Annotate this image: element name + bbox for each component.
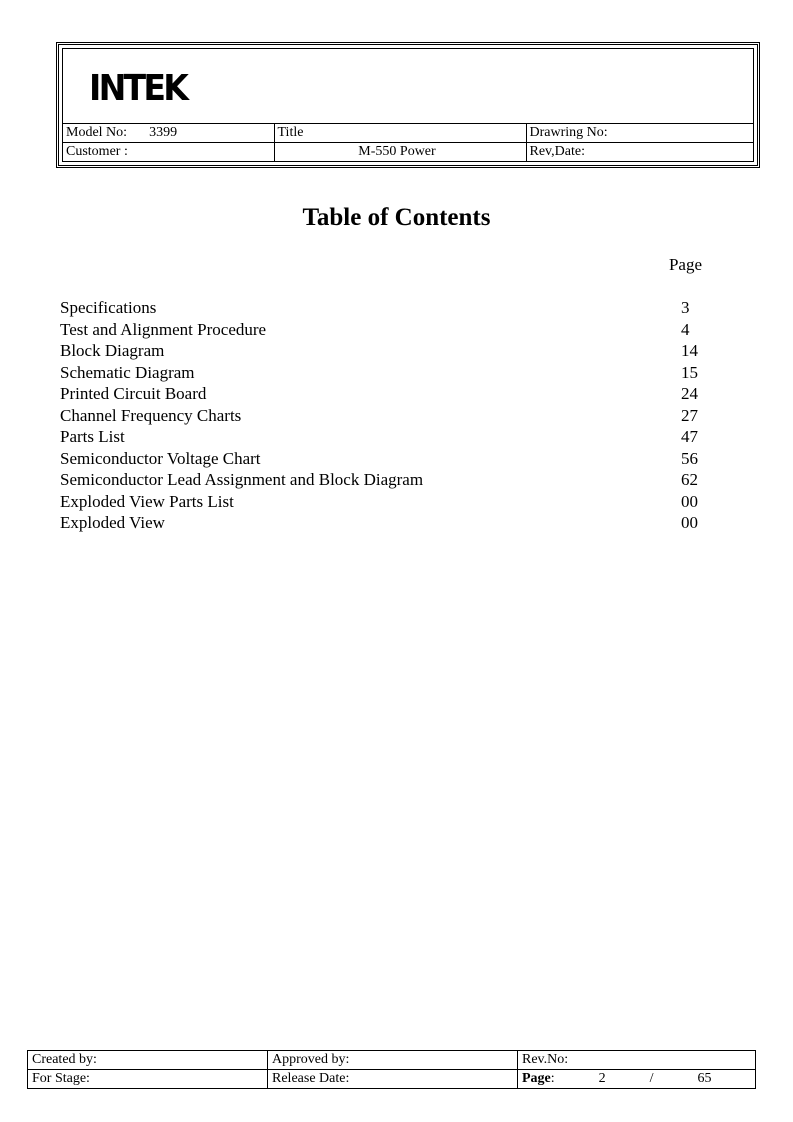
title-value-cell: [274, 143, 526, 162]
model-cell: [63, 124, 274, 143]
toc-item-title: Parts List: [60, 427, 125, 446]
toc-item[interactable]: [60, 426, 703, 448]
toc-item[interactable]: [60, 319, 703, 341]
toc-item-title: Exploded View Parts List: [60, 491, 234, 511]
for-stage-label: For Stage:: [32, 1071, 90, 1086]
rev-no-cell: [518, 1051, 756, 1070]
release-date-label: Release Date:: [272, 1071, 350, 1086]
customer-cell: [63, 143, 274, 162]
toc-item-page: 4: [681, 319, 690, 339]
customer-label: Customer :: [66, 144, 128, 159]
page-total: 65: [697, 1071, 712, 1086]
page-number-cell: [518, 1070, 756, 1089]
rev-no-label: Rev.No:: [522, 1052, 569, 1067]
toc-item-title: Semiconductor Lead Assignment and Block Diagram: [60, 470, 424, 489]
header-info-table: [63, 123, 753, 161]
page-label-colon: :: [550, 1071, 555, 1086]
toc-item[interactable]: [60, 491, 703, 513]
drawing-label: Drawring No:: [529, 125, 608, 140]
toc-item-page: 15: [681, 362, 698, 382]
toc-item[interactable]: [60, 383, 703, 405]
for-stage-cell: [28, 1070, 268, 1089]
toc-item-page: 14: [681, 341, 698, 360]
intek-logo: INTEK: [89, 68, 187, 109]
page-current: 2: [598, 1071, 606, 1086]
model-label: Model No:: [66, 125, 128, 140]
drawing-cell: [526, 124, 753, 143]
toc-item-title: Schematic Diagram: [60, 362, 195, 382]
toc-item[interactable]: [60, 448, 703, 470]
toc-item[interactable]: [60, 340, 703, 362]
header-inner-frame: [62, 48, 754, 162]
toc-item-title: Printed Circuit Board: [60, 384, 207, 403]
toc-item-title: Test and Alignment Procedure: [60, 319, 267, 339]
title-label-cell: [274, 124, 526, 143]
approved-by-cell: [268, 1051, 518, 1070]
toc-item-title: Semiconductor Voltage Chart: [60, 448, 261, 468]
created-by-cell: [28, 1051, 268, 1070]
toc-item[interactable]: [60, 297, 703, 319]
toc-item-title: Exploded View: [60, 513, 165, 532]
page-label: Page: [522, 1071, 551, 1086]
toc-item-title: Specifications: [60, 298, 157, 317]
document-header: [56, 42, 760, 168]
rev-date-label: Rev,Date:: [529, 144, 585, 159]
release-date-cell: [268, 1070, 518, 1089]
table-of-contents: [60, 297, 703, 534]
page-title: Table of Contents: [302, 204, 491, 231]
toc-item-page: 27: [681, 405, 698, 425]
toc-item[interactable]: [60, 512, 703, 534]
toc-item[interactable]: [60, 405, 703, 427]
rev-date-cell: [526, 143, 753, 162]
approved-by-label: Approved by:: [272, 1052, 350, 1067]
toc-item-title: Block Diagram: [60, 341, 165, 360]
toc-item-page: 56: [681, 448, 698, 468]
toc-item-page: 24: [681, 384, 698, 403]
created-by-label: Created by:: [32, 1052, 97, 1067]
toc-item-page: 00: [681, 491, 698, 511]
toc-item-page: 3: [681, 298, 690, 317]
page-separator: /: [649, 1071, 654, 1086]
toc-item-page: 47: [681, 427, 698, 446]
title-label: Title: [277, 125, 304, 140]
toc-item-page: 62: [681, 470, 698, 489]
toc-item-title: Channel Frequency Charts: [60, 405, 242, 425]
toc-item-page: 00: [681, 513, 698, 532]
page-column-header: Page: [668, 255, 702, 274]
toc-item[interactable]: [60, 362, 703, 384]
toc-item[interactable]: [60, 469, 703, 491]
model-value: 3399: [149, 125, 178, 140]
title-value: M-550 Power: [358, 144, 436, 159]
document-footer: [27, 1050, 756, 1089]
